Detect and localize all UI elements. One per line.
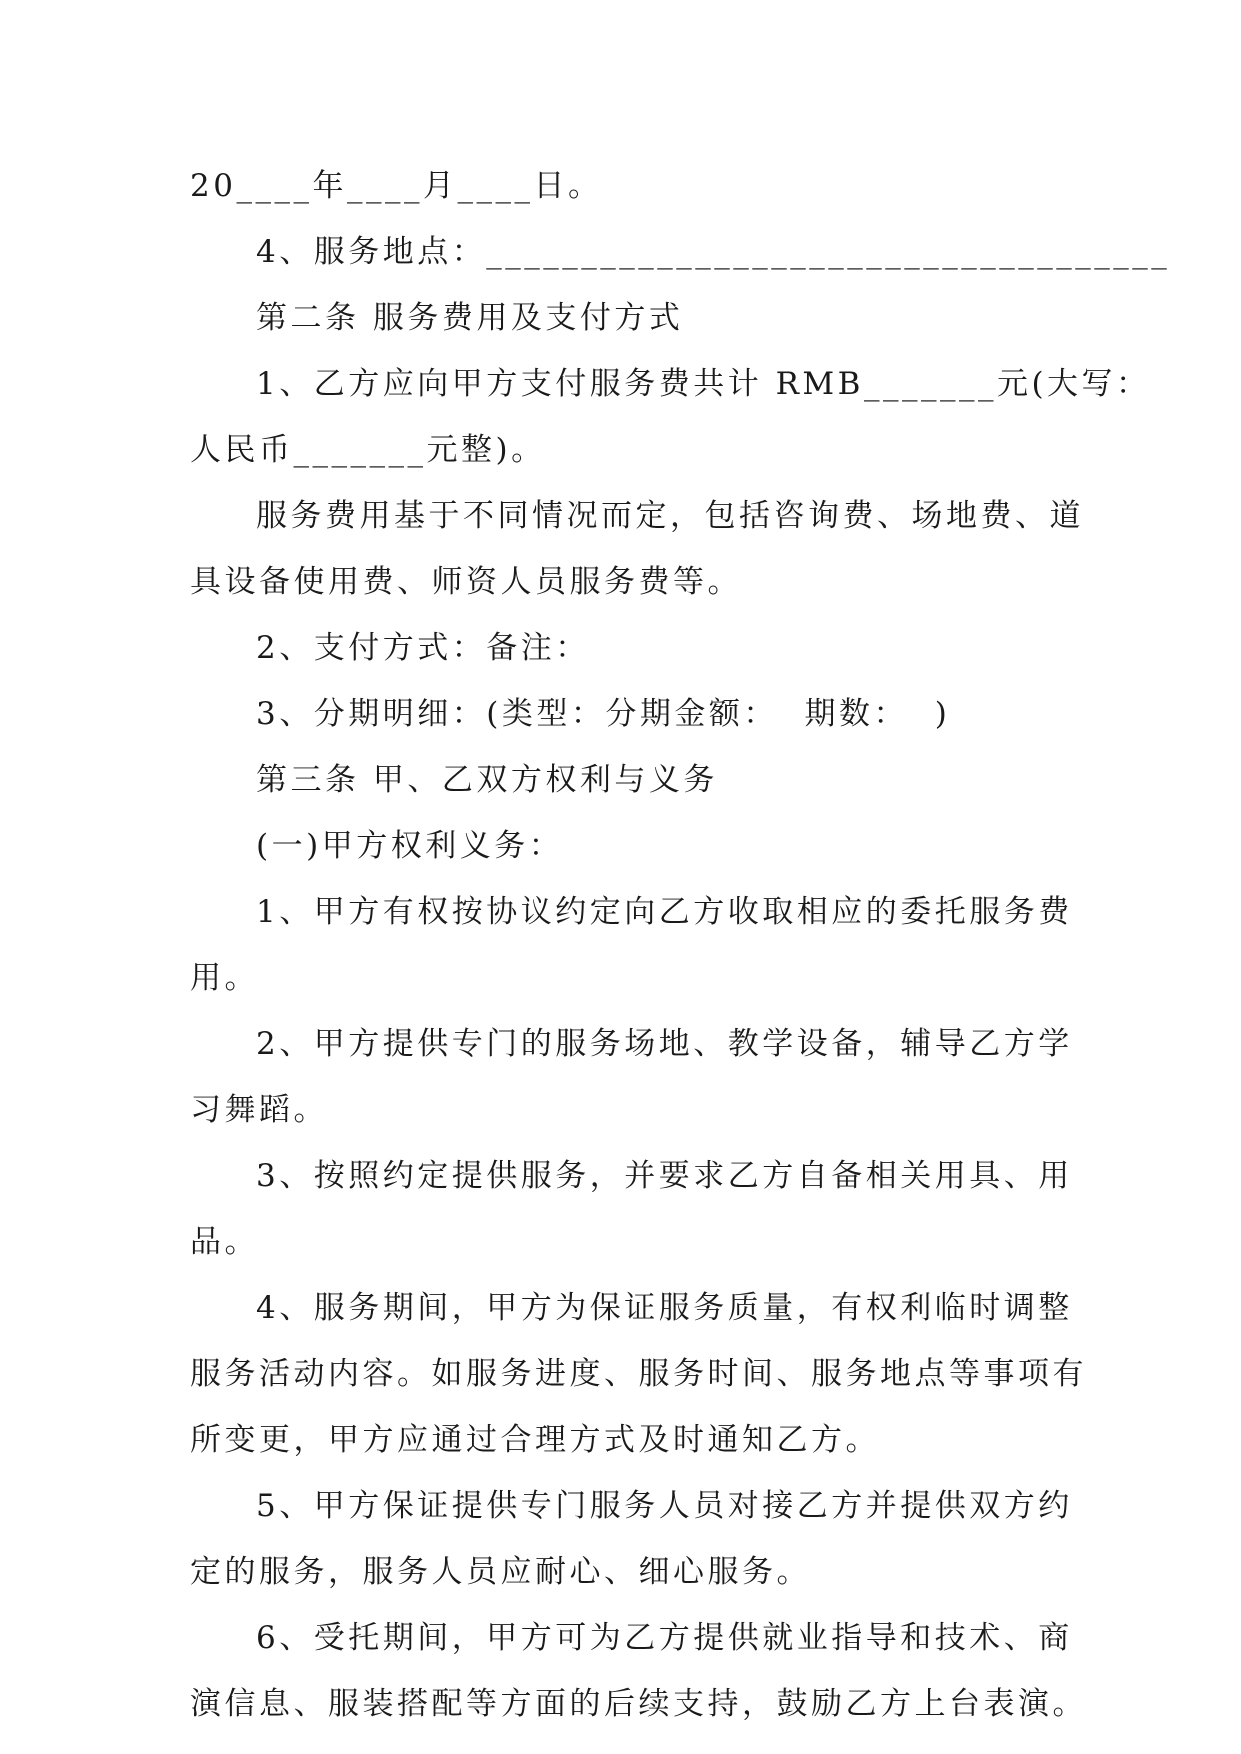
clause-1: 1、甲方有权按协议约定向乙方收取相应的委托服务费 <box>256 894 1073 930</box>
clause-4-cont-1: 服务活动内容。如服务进度、服务时间、服务地点等事项有 <box>190 1356 1087 1392</box>
article-two-heading: 第二条 服务费用及支付方式 <box>256 300 684 336</box>
clause-1-cont: 用。 <box>190 960 259 996</box>
service-location-line: 4、服务地点：____________________________________ <box>256 234 1171 270</box>
fee-basis-paragraph-cont: 具设备使用费、师资人员服务费等。 <box>190 564 742 600</box>
clause-6-cont: 演信息、服装搭配等方面的后续支持，鼓励乙方上台表演。 <box>190 1686 1087 1722</box>
fee-amount-line: 1、乙方应向甲方支付服务费共计 RMB_______元(大写： <box>256 366 1151 402</box>
payment-method-line: 2、支付方式：备注： <box>256 630 590 666</box>
clause-4-cont-2: 所变更，甲方应通过合理方式及时通知乙方。 <box>190 1422 880 1458</box>
clause-5: 5、甲方保证提供专门服务人员对接乙方并提供双方约 <box>256 1488 1073 1524</box>
document-page <box>190 158 1171 1742</box>
date-line: 20____年____月____日。 <box>190 168 603 204</box>
fee-amount-line-cont: 人民币_______元整)。 <box>190 432 546 468</box>
party-a-rights-heading: (一)甲方权利义务： <box>256 828 564 864</box>
clause-2: 2、甲方提供专门的服务场地、教学设备，辅导乙方学 <box>256 1026 1073 1062</box>
clause-3-cont: 品。 <box>190 1224 259 1260</box>
clause-5-cont: 定的服务，服务人员应耐心、细心服务。 <box>190 1554 811 1590</box>
clause-2-cont: 习舞蹈。 <box>190 1092 328 1128</box>
fee-basis-paragraph: 服务费用基于不同情况而定，包括咨询费、场地费、道 <box>256 498 1084 534</box>
installment-details-line: 3、分期明细：(类型：分期金额： 期数： ) <box>256 696 951 732</box>
clause-6: 6、受托期间，甲方可为乙方提供就业指导和技术、商 <box>256 1620 1073 1656</box>
clause-4: 4、服务期间，甲方为保证服务质量，有权利临时调整 <box>256 1290 1073 1326</box>
clause-3: 3、按照约定提供服务，并要求乙方自备相关用具、用 <box>256 1158 1073 1194</box>
article-three-heading: 第三条 甲、乙双方权利与义务 <box>256 762 718 798</box>
